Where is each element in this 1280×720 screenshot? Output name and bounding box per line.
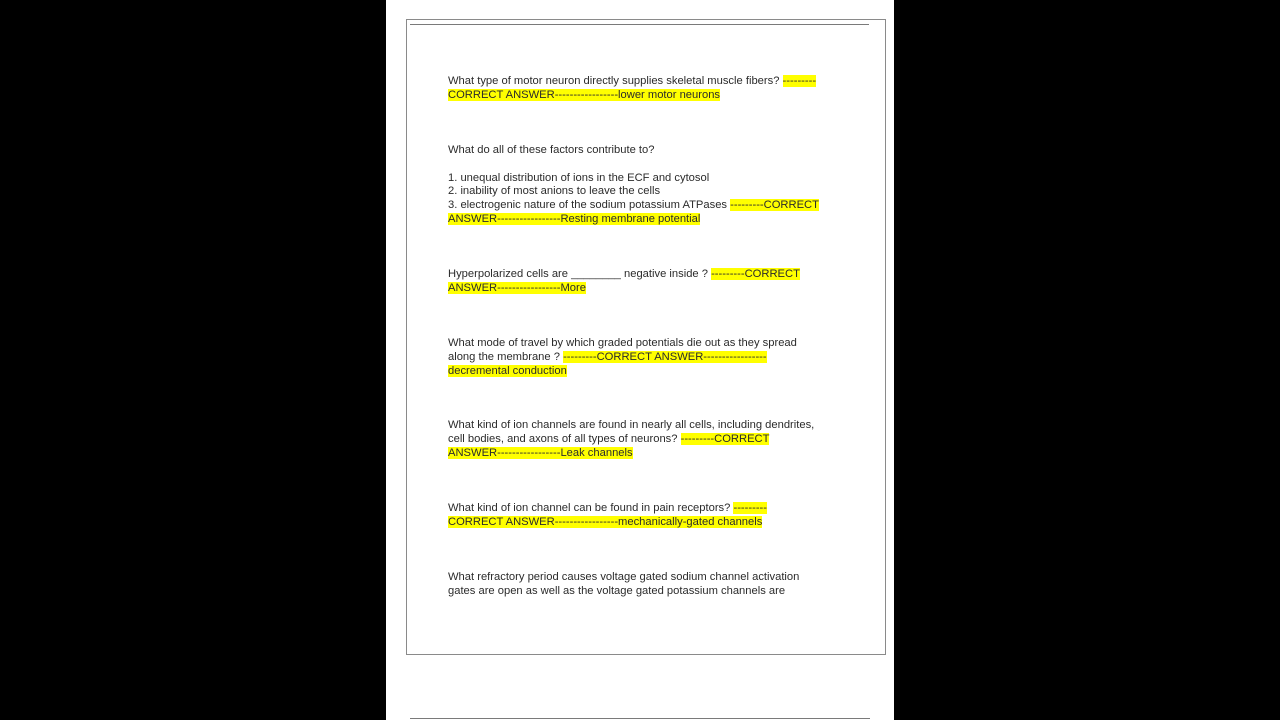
blank-line — [448, 158, 853, 172]
text-line — [448, 419, 853, 433]
question-text: along the membrane ? — [448, 350, 564, 363]
question-text: 3. electrogenic nature of the sodium potassium ATPases — [448, 199, 731, 212]
question-text: What type of motor neuron directly supplies skeletal muscle fibers? — [448, 75, 783, 87]
answer-highlight: ANSWER-----------------More — [448, 281, 586, 294]
document-viewer[interactable] — [386, 0, 894, 720]
question-text: 2. inability of most anions to leave the cells — [448, 185, 661, 198]
answer-highlight: CORRECT ANSWER-----------------mechanically-gated channels — [448, 515, 763, 528]
answer-highlight: --------- — [733, 502, 767, 514]
text-line — [448, 282, 853, 296]
answer-highlight: ---------CORRECT — [730, 199, 819, 212]
text-line — [448, 144, 853, 158]
text-line — [448, 516, 853, 530]
text-line — [448, 268, 853, 282]
text-line — [448, 89, 853, 103]
page-top-rule — [410, 24, 869, 25]
question-text: What mode of travel by which graded potentials die out as they spread — [448, 337, 797, 349]
qa-block-refractory-period — [448, 571, 853, 599]
answer-highlight: ---------CORRECT — [711, 268, 800, 280]
qa-block-motor-neuron — [448, 75, 853, 103]
next-page-top-rule — [410, 718, 870, 719]
text-line — [448, 433, 853, 447]
answer-highlight: CORRECT ANSWER-----------------lower motor neurons — [448, 88, 721, 101]
answer-highlight: ---------CORRECT ANSWER----------------- — [563, 350, 767, 363]
qa-block-pain-receptors — [448, 502, 853, 530]
question-text: cell bodies, and axons of all types of neurons? — [448, 432, 681, 445]
answer-highlight: decremental conduction — [448, 364, 567, 377]
qa-block-leak-channels — [448, 419, 853, 460]
question-text: gates are open as well as the voltage gated potassium channels are — [448, 584, 786, 597]
answer-highlight: --------- — [782, 75, 817, 87]
question-text: What do all of these factors contribute to? — [448, 144, 655, 156]
text-line — [448, 365, 853, 379]
question-text: What kind of ion channel can be found in pain receptors? — [448, 502, 734, 514]
document-page — [406, 19, 886, 655]
text-line — [448, 185, 853, 199]
answer-highlight: ANSWER-----------------Resting membrane potential — [448, 212, 701, 225]
answer-highlight: ---------CORRECT — [680, 432, 770, 445]
text-line — [448, 75, 853, 89]
question-text: What refractory period causes voltage gated sodium channel activation — [448, 571, 800, 583]
text-line — [448, 502, 853, 516]
text-line — [448, 447, 853, 461]
text-line — [448, 199, 853, 213]
question-text: What kind of ion channels are found in nearly all cells, including dendrites, — [448, 419, 815, 431]
qa-block-membrane-potential — [448, 144, 853, 227]
text-line — [448, 585, 853, 599]
qa-block-hyperpolarized — [448, 268, 853, 296]
question-text: Hyperpolarized cells are ________ negative inside ? — [448, 268, 712, 280]
text-line — [448, 213, 853, 227]
text-line — [448, 571, 853, 585]
answer-highlight: ANSWER-----------------Leak channels — [448, 446, 633, 459]
text-line — [448, 172, 853, 186]
text-line — [448, 351, 853, 365]
qa-block-graded-potentials — [448, 337, 853, 378]
text-line — [448, 337, 853, 351]
question-text: 1. unequal distribution of ions in the ECF and cytosol — [448, 171, 710, 184]
